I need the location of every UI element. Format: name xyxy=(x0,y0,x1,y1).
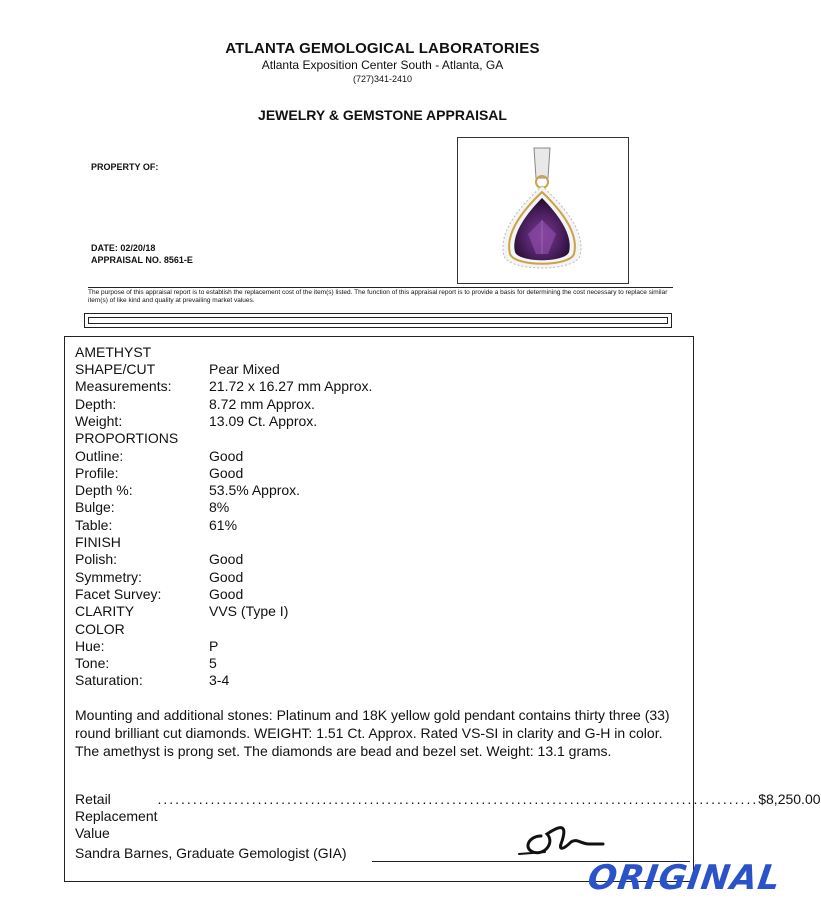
spec-value: Good xyxy=(209,586,244,602)
spec-label: Measurements: xyxy=(75,378,172,394)
appraisal-number: APPRAISAL NO. 8561-E xyxy=(91,255,193,265)
spec-label: Depth: xyxy=(75,396,117,412)
mounting-description: Mounting and additional stones: Platinum and 18K yellow gold pendant contains thirty three (33) round brilliant cut diamonds. WEIGHT: 1.51 Ct. Approx. Rated VS-SI in clarity and G-H in color. The amethyst is prong set. The diamonds are bead and bezel set. Weight: 13.1 grams. xyxy=(75,707,670,759)
document-title: JEWELRY & GEMSTONE APPRAISAL xyxy=(258,107,507,123)
spec-value: 8% xyxy=(209,499,230,515)
spec-label: CLARITY xyxy=(75,603,135,619)
spec-label: Symmetry: xyxy=(75,569,142,585)
spec-label: Facet Survey: xyxy=(75,586,162,602)
spec-value: Good xyxy=(209,448,244,464)
spec-value: 53.5% Approx. xyxy=(209,482,301,498)
amethyst-pendant-image xyxy=(458,138,628,283)
spec-label: Hue: xyxy=(75,638,105,654)
spec-value: Good xyxy=(209,465,244,481)
spec-value: Good xyxy=(209,551,244,567)
spec-value: 3-4 xyxy=(209,672,230,688)
spec-value: 8.72 mm Approx. xyxy=(209,396,315,412)
lab-phone: (727)341-2410 xyxy=(352,74,413,84)
spec-value: 5 xyxy=(209,655,217,671)
spec-label: SHAPE/CUT xyxy=(75,361,156,377)
spec-label: Tone: xyxy=(75,655,110,671)
spec-value: 13.09 Ct. Approx. xyxy=(209,413,318,429)
gem-heading: AMETHYST xyxy=(75,344,152,360)
spec-label: COLOR xyxy=(75,621,125,637)
spec-label: Weight: xyxy=(75,413,123,429)
spec-label: Polish: xyxy=(75,551,118,567)
spec-value: P xyxy=(209,638,219,654)
divider-bar-inner xyxy=(88,317,668,324)
original-stamp: ORIGINAL xyxy=(585,858,784,898)
spec-value: 21.72 x 16.27 mm Approx. xyxy=(209,378,373,394)
retail-value-amount: $8,250.00 xyxy=(758,791,821,807)
lab-name: ATLANTA GEMOLOGICAL LABORATORIES xyxy=(225,40,540,57)
spec-label: Depth %: xyxy=(75,482,133,498)
spec-label: PROPORTIONS xyxy=(75,430,179,446)
appraisal-date: DATE: 02/20/18 xyxy=(91,243,156,253)
spec-label: Profile: xyxy=(75,465,119,481)
spec-label: FINISH xyxy=(75,534,121,550)
property-of-label: PROPERTY OF: xyxy=(91,162,159,172)
gemologist-name: Sandra Barnes, Graduate Gemologist (GIA) xyxy=(75,845,347,861)
divider-bar xyxy=(84,313,672,328)
lab-address: Atlanta Exposition Center South - Atlanta, GA xyxy=(261,58,504,72)
retail-value-label: Retail Replacement Value xyxy=(75,791,158,841)
spec-value: 61% xyxy=(209,517,238,533)
spec-value: VVS (Type I) xyxy=(209,603,289,619)
spec-value: Good xyxy=(209,569,244,585)
spec-label: Table: xyxy=(75,517,113,533)
spec-label: Outline: xyxy=(75,448,124,464)
pendant-photo xyxy=(457,137,629,284)
spec-label: Saturation: xyxy=(75,672,143,688)
spec-value: Pear Mixed xyxy=(209,361,280,377)
signature-image xyxy=(515,814,605,862)
spec-label: Bulge: xyxy=(75,499,115,515)
leader-dots: ...................................................................................................... xyxy=(157,791,759,807)
purpose-statement: The purpose of this appraisal report is to establish the replacement cost of the item(s) listed. The function of this appraisal report is to provide a basis for determining the cost necessary to replace similar item(s) of like kind and quality at prevailing market values. xyxy=(88,287,673,305)
